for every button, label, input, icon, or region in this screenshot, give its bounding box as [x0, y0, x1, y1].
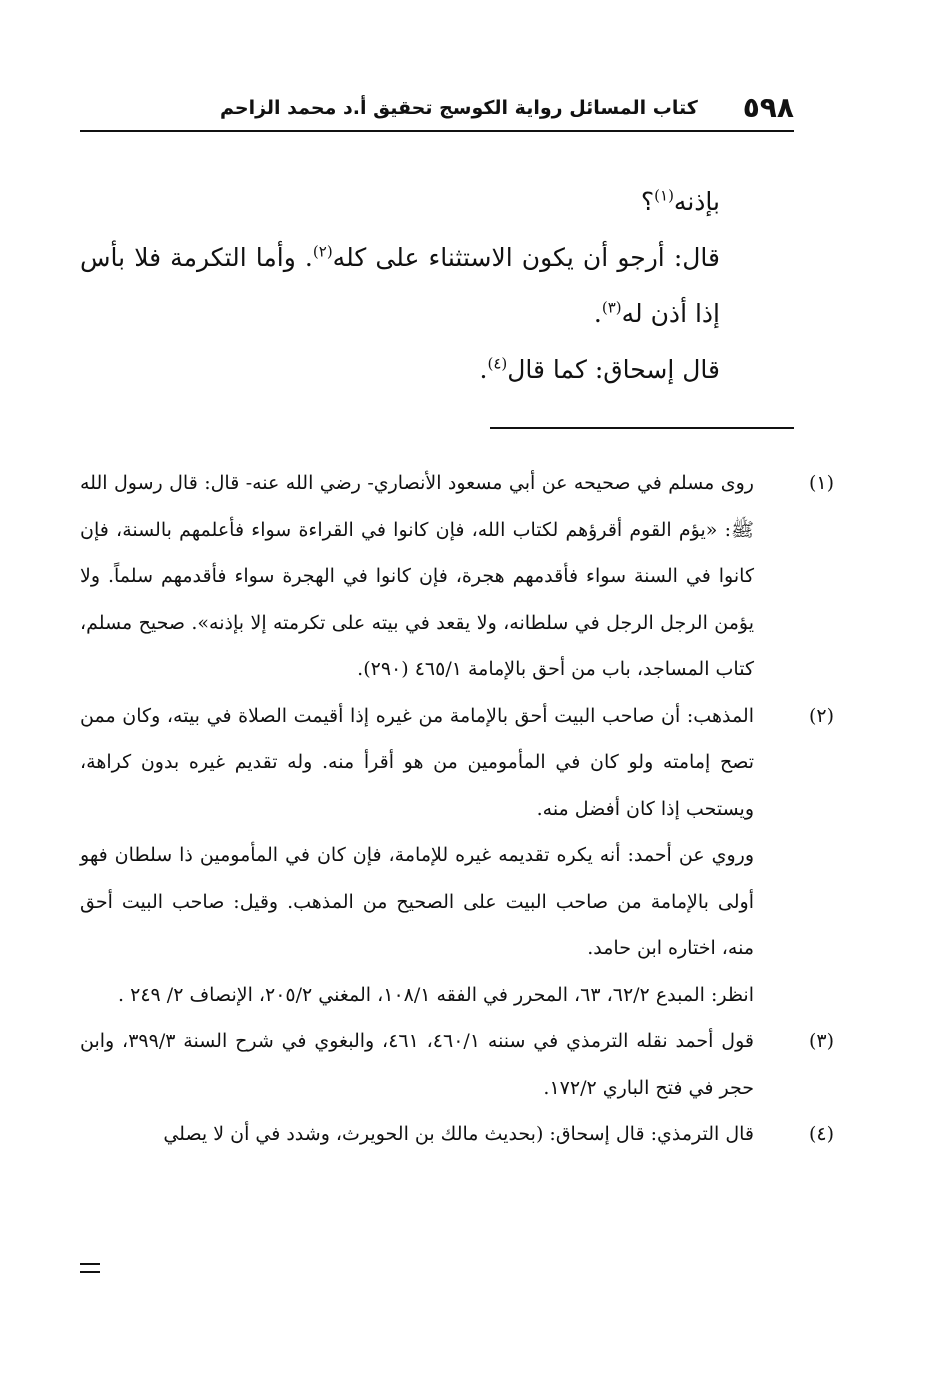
main-text [80, 174, 720, 398]
footnote-number: (١) [808, 472, 834, 494]
footnote-number: (٣) [808, 1030, 834, 1052]
body-line: قال: أرجو أن يكون الاستثناء على كله$^{(٢)}$. وأما التكرمة فلا بأس إذا أذن له$^{(٣)}$. [80, 242, 720, 328]
running-title: كتاب المسائل رواية الكوسج تحقيق أ.د محمد الزاحم [220, 97, 698, 119]
footnote-4: (٤)قال الترمذي: قال إسحاق: (بحديث مالك بن الحويرث، وشدد في أن لا يصلي [80, 1111, 794, 1158]
page-header [80, 88, 794, 128]
footnote-separator [490, 427, 794, 429]
body-line: بإذنه$^{(١)}$؟ [640, 186, 720, 216]
footnote-2-references: انظر: المبدع ٦٢/٢، ٦٣، المحرر في الفقه ١٠٨/١، المغني ٢٠٥/٢، الإنصاف ٢/ ٢٤٩ . [118, 983, 754, 1006]
page-number: ٥٩٨ [742, 91, 794, 124]
footnote-number: (٤) [808, 1123, 834, 1145]
header-rule [80, 130, 794, 132]
continuation-mark [80, 1263, 100, 1273]
footnote-3: (٣)قول أحمد نقله الترمذي في سننه ٤٦٠/١، ٤٦١، والبغوي في شرح السنة ٣٩٩/٣، وابن حجر في فتح الباري ١٧٢/٢. [80, 1018, 794, 1111]
footnote-ref[interactable]: (١) [654, 186, 674, 205]
body-line: قال إسحاق: كما قال$^{(٤)}$. [479, 354, 720, 384]
footnote-ref[interactable]: (٤) [487, 354, 508, 373]
footnote-2-paragraph: وروي عن أحمد: أنه يكره تقديمه غيره للإمامة، فإن كان في المأمومين ذا سلطان فهو أولى بالإمامة من صاحب البيت على الصحيح من المذهب. وقيل: صاحب البيت أحق منه، اختاره ابن حامد. [80, 844, 754, 959]
footnotes [80, 460, 834, 1158]
footnote-1: (١)روى مسلم في صحيحه عن أبي مسعود الأنصاري- رضي الله عنه- قال: قال رسول الله ﷺ: «يؤم القوم أقرؤهم لكتاب الله، فإن كانوا في القراءة سواء فأعلمهم بالسنة، فإن كانوا في السنة سواء فأقدمهم هجرة، فإن كانوا في الهجرة سواء فأقدمهم سلماً. ولا يؤمن الرجل الرجل في سلطانه، ولا يقعد في بيته على تكرمته إلا بإذنه». صحيح مسلم، كتاب المساجد، باب من أحق بالإمامة ٤٦٥/١ (٢٩٠). [80, 460, 794, 693]
footnote-ref[interactable]: (٣) [601, 298, 622, 317]
footnote-ref[interactable]: (٢) [312, 242, 333, 261]
footnote-number: (٢) [808, 704, 834, 727]
footnote-2: (٢)المذهب: أن صاحب البيت أحق بالإمامة من غيره إذا أقيمت الصلاة في بيته، وكان ممن تصح إمامته ولو كان في المأمومين من هو أقرأ منه. وله تقديم غيره بدون كراهة، ويستحب إذا كان أفضل منه. [80, 693, 794, 833]
